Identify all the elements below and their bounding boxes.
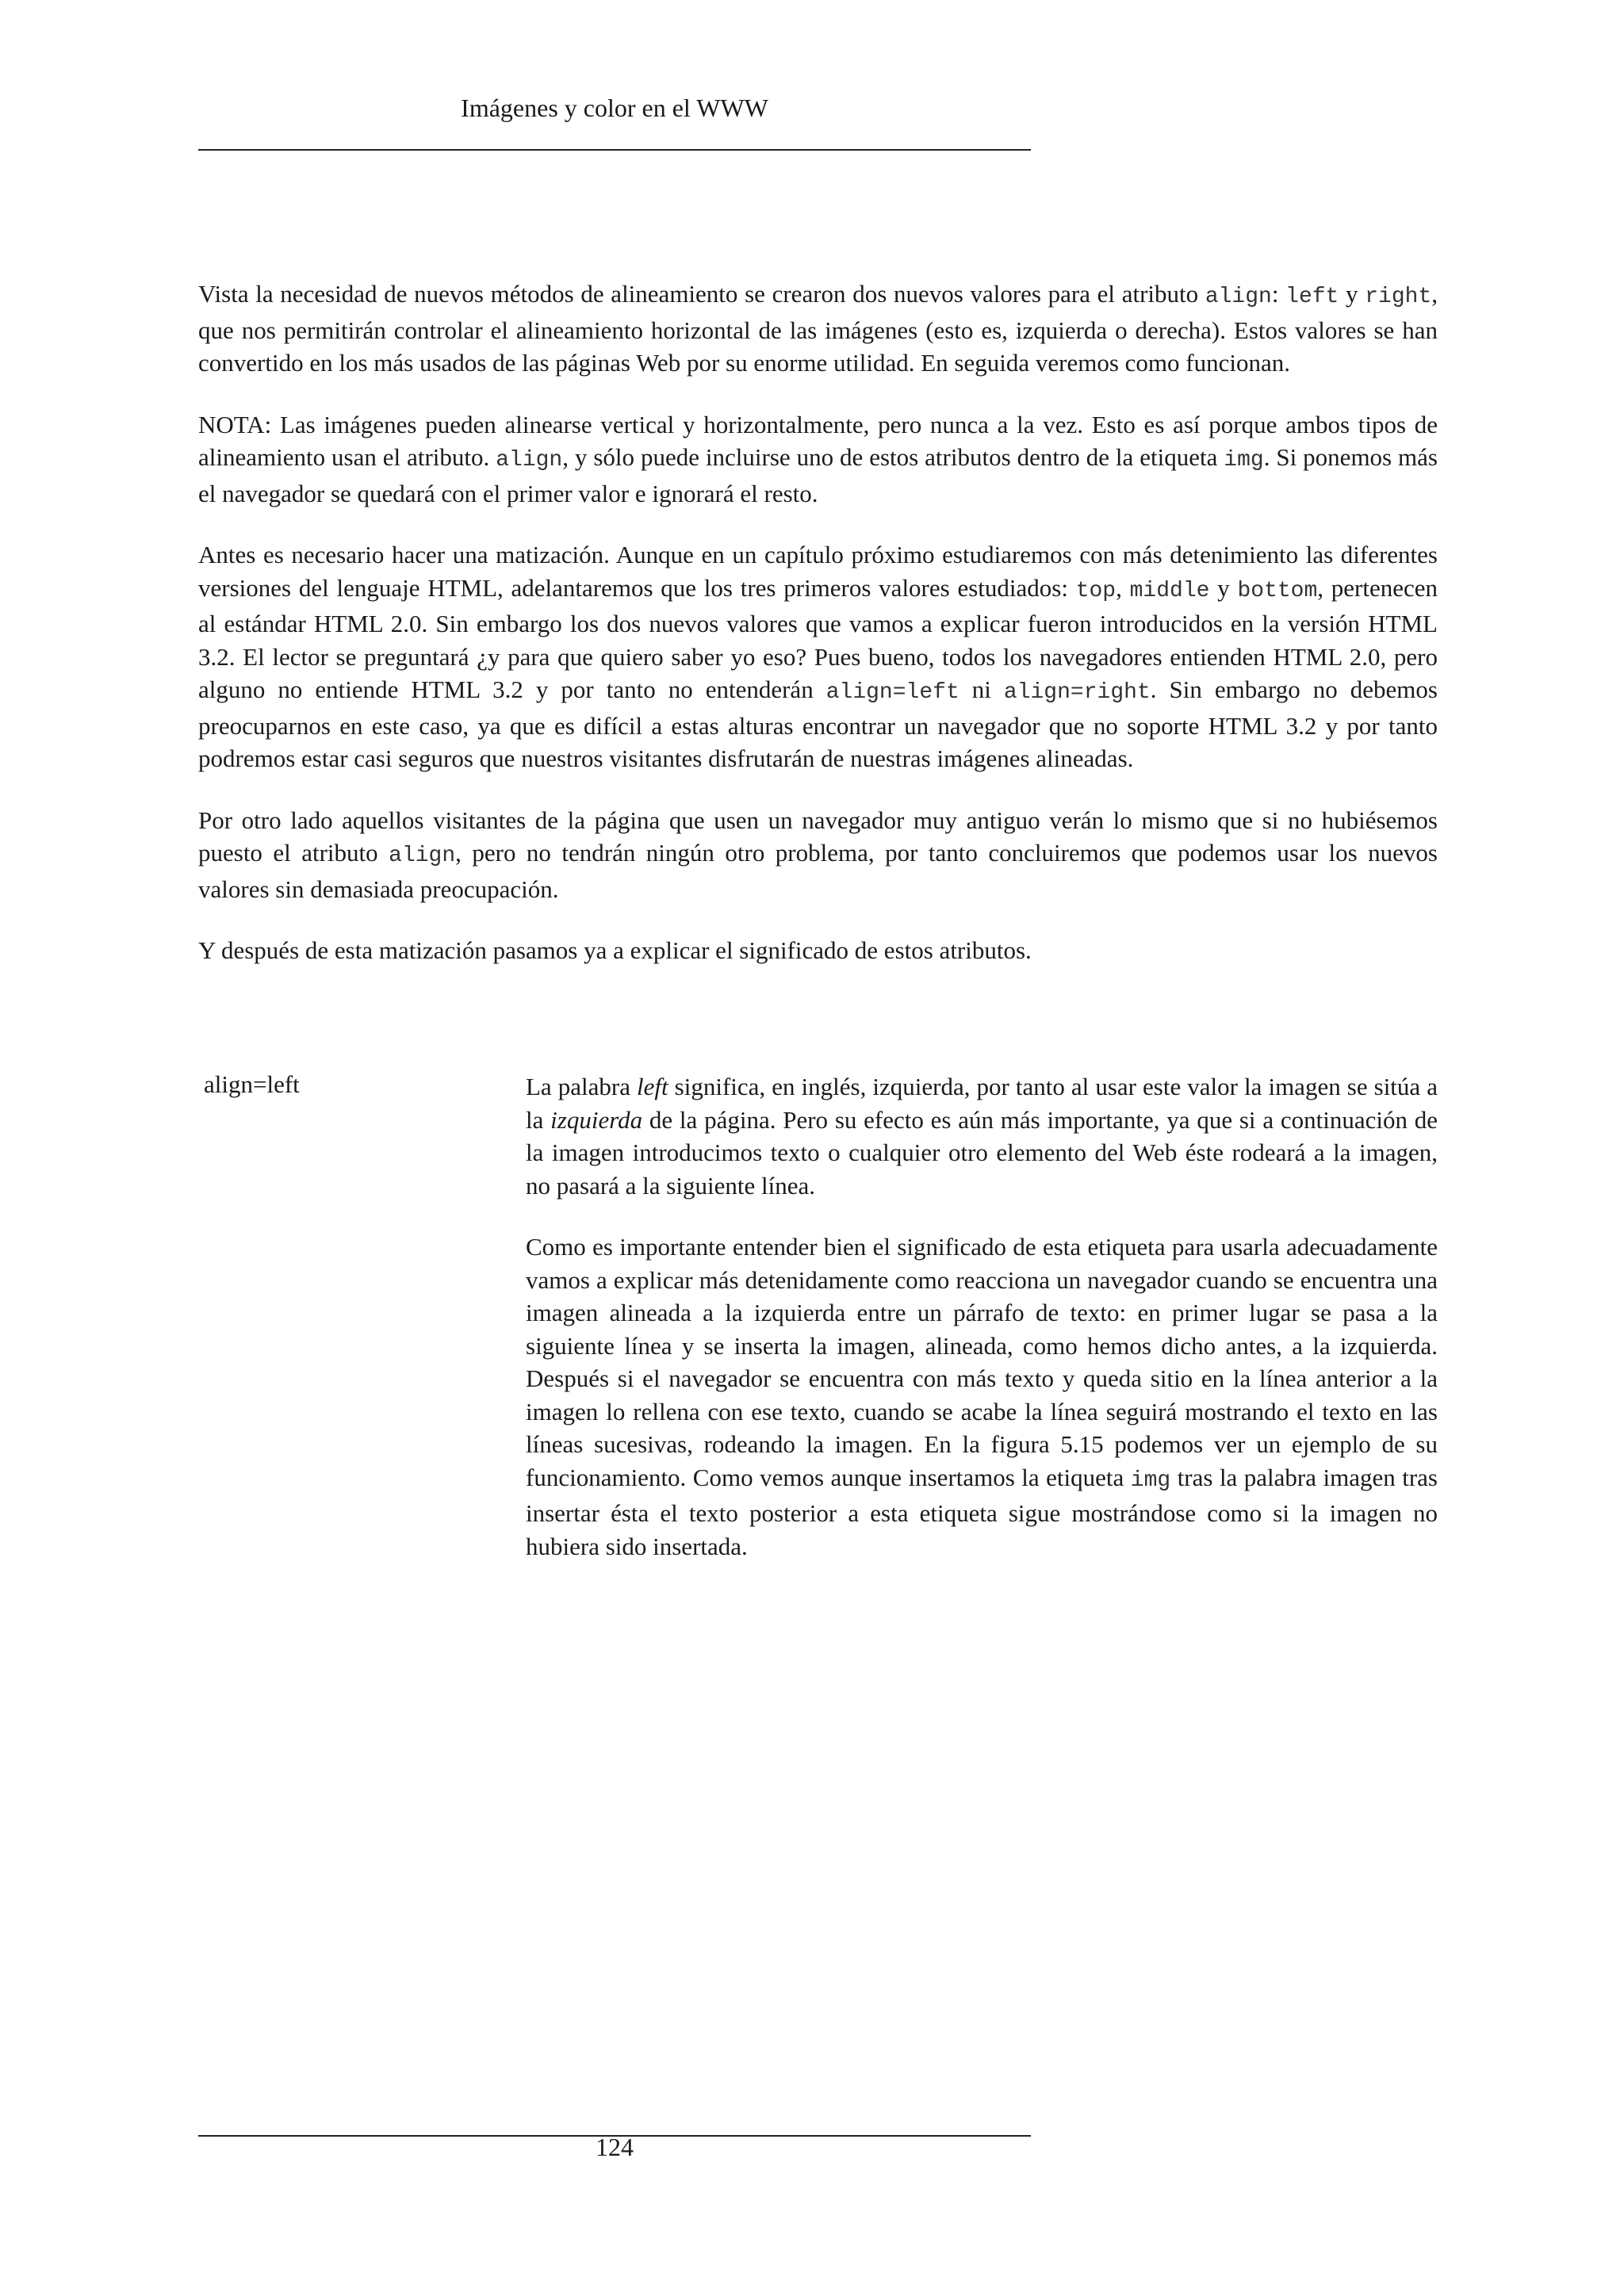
- code-align-right: align=right: [1003, 680, 1151, 705]
- code-align: align: [389, 844, 456, 868]
- code-align: align: [1205, 285, 1272, 309]
- definition-term: align=left: [204, 1070, 300, 1098]
- paragraph-1: Vista la necesidad de nuevos métodos de alineamiento se crearon dos nuevos valores para el atributo align: left y right, que nos permitirán controlar el alineamiento horizontal de las imágenes (esto es, izquierda o derecha). Estos valores se han convertido en los más usados de las páginas Web por su enorme utilidad. En seguida veremos como funcionan.: [198, 280, 1438, 377]
- code-img: img: [1130, 1468, 1171, 1493]
- code-align: align: [496, 448, 563, 473]
- definition-paragraph-1: La palabra left significa, en inglés, izquierda, por tanto al usar este valor la imagen se sitúa a la izquierda de la página. Pero su efecto es aún más importante, ya que si a continuación de la imagen introducimos texto o cualquier otro elemento del Web éste rodeará a la imagen, no pasará a la siguiente línea.: [526, 1073, 1438, 1200]
- body-text: [198, 277, 1438, 996]
- code-middle: middle: [1129, 578, 1210, 603]
- running-header: Imágenes y color en el WWW: [461, 94, 768, 122]
- page-number: 124: [596, 2133, 634, 2161]
- code-left: left: [1285, 285, 1339, 309]
- code-right: right: [1365, 285, 1432, 309]
- emphasis-left: left: [637, 1073, 668, 1100]
- definition-body: [526, 1070, 1438, 1591]
- definition-paragraph-2: Como es importante entender bien el significado de esta etiqueta para usarla adecuadamente vamos a explicar más detenidamente como reacciona un navegador cuando se encuentra una imagen alineada a la izquierda entre un párrafo de texto: en primer lugar se pasa a la siguiente línea y se inserta la imagen, alineada, como hemos dicho antes, a la izquierda. Después si el navegador se encuentra con más texto y queda sitio en la línea anterior a la imagen lo rellena con ese texto, cuando se acabe la línea seguirá mostrando el texto en las líneas sucesivas, rodeando la imagen. En la figura 5.15 podemos ver un ejemplo de su funcionamiento. Como vemos aunque insertamos la etiqueta img tras la palabra imagen tras insertar ésta el texto posterior a esta etiqueta sigue mostrándose como si la imagen no hubiera sido insertada.: [526, 1233, 1438, 1560]
- code-img: img: [1224, 448, 1264, 473]
- header-rule: [198, 149, 1031, 151]
- paragraph-5: Y después de esta matización pasamos ya a explicar el significado de estos atributos.: [198, 936, 1032, 964]
- paragraph-note: NOTA: Las imágenes pueden alinearse vertical y horizontalmente, pero nunca a la vez. Esto es así porque ambos tipos de alineamiento usan el atributo. align, y sólo puede incluirse uno de estos atributos dentro de la etiqueta img. Si ponemos más el navegador se quedará con el primer valor e ignorará el resto.: [198, 410, 1438, 507]
- code-top: top: [1075, 578, 1116, 603]
- emphasis-izquierda: izquierda: [550, 1105, 643, 1134]
- paragraph-3: Antes es necesario hacer una matización. Aunque en un capítulo próximo estudiaremos con más detenimiento las diferentes versiones del lenguaje HTML, adelantaremos que los tres primeros valores estudiados: top, middle y bottom, pertenecen al estándar HTML 2.0. Sin embargo los dos nuevos valores que vamos a explicar fueron introducidos en la versión HTML 3.2. El lector se preguntará ¿y para que quiero saber yo eso? Pues bueno, todos los navegadores entienden HTML 2.0, pero alguno no entiende HTML 3.2 y por tanto no entenderán align=left ni align=right. Sin embargo no debemos preocuparnos en este caso, ya que es difícil a estas alturas encontrar un navegador que no soporte HTML 3.2 y por tanto podremos estar casi seguros que nuestros visitantes disfrutarán de nuestras imágenes alineadas.: [198, 541, 1438, 772]
- code-align-left: align=left: [825, 680, 959, 705]
- paragraph-4: Por otro lado aquellos visitantes de la página que usen un navegador muy antiguo verán lo mismo que si no hubiésemos puesto el atributo align, pero no tendrán ningún otro problema, por tanto concluiremos que podemos usar los nuevos valores sin demasiada preocupación.: [198, 806, 1438, 903]
- code-bottom: bottom: [1237, 578, 1318, 603]
